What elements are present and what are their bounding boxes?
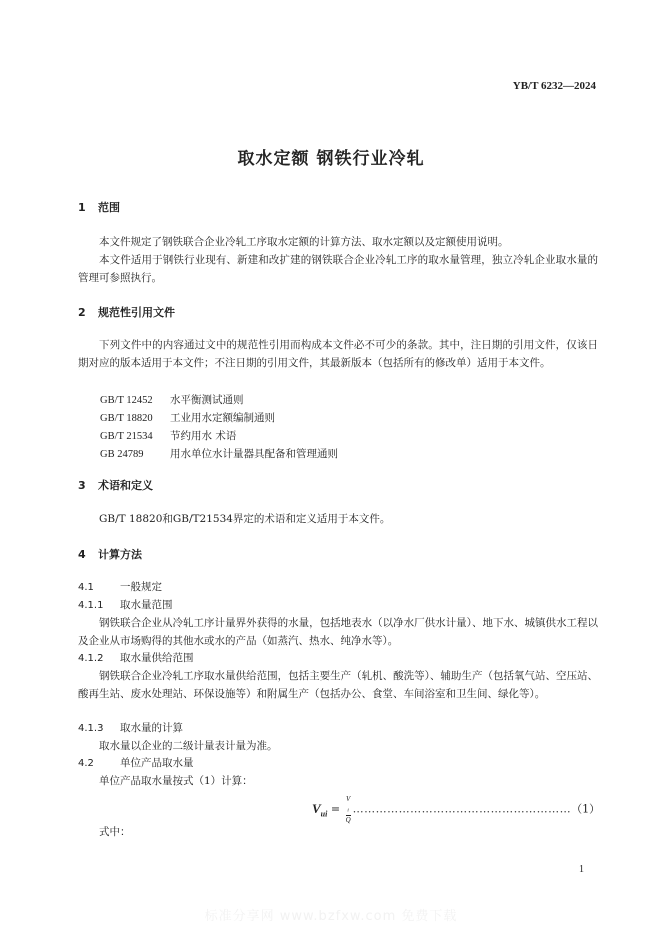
standard-number: YB/T 6232—2024 (512, 80, 596, 92)
section-1-paragraph-2: 本文件适用于钢铁行业现有、新建和改扩建的钢铁联合企业冷轧工序的取水量管理，独立冷轧企业取水量的管理可参照执行。 (78, 254, 598, 284)
reference-item (100, 410, 275, 425)
formula-fraction: V $_i$ Q (345, 795, 351, 825)
reference-item (100, 428, 236, 443)
reference-code: GB/T 21534 (100, 431, 153, 442)
subsection-4-1-2-paragraph: 钢铁联合企业冷轧工序取水量供给范围，包括主要生产（轧机、酸洗等）、辅助生产（包括氧气站、空压站、酸再生站、废水处理站、环保设施等）和附属生产（包括办公、食堂、车间浴室和卫生间、绿化等）。 (78, 670, 598, 700)
document-title: 取水定额 钢铁行业冷轧 (237, 149, 425, 169)
footer-watermark: 标准分享网 www.bzfxw.com 免费下载 (204, 909, 458, 924)
subsection-number: 4.1.1 (78, 600, 104, 611)
subsection-number: 4.1.2 (78, 653, 104, 664)
reference-code: GB/T 18820 (100, 413, 153, 424)
section-title: 计算方法 (98, 548, 142, 561)
section-number: 4 (78, 548, 86, 561)
where-label: 式中： (99, 826, 131, 838)
formula-leader-dots: ………………………………………………… (352, 802, 572, 816)
section-2-heading (78, 304, 175, 320)
formula-equals: = (330, 802, 341, 816)
section-2-paragraph: 下列文件中的内容通过文中的规范性引用而构成本文件必不可少的条款。其中，注日期的引用文件，仅该日期对应的版本适用于本文件；不注日期的引用文件，其最新版本（包括所有的修改单）适用于本文件。 (78, 339, 598, 369)
reference-code: GB 24789 (100, 449, 144, 460)
subsection-number: 4.1.3 (78, 723, 104, 734)
reference-name: 节约用水 术语 (170, 430, 237, 442)
page-number: 1 (579, 864, 584, 875)
section-3-paragraph: GB/T 18820和GB/T21534界定的术语和定义适用于本文件。 (99, 513, 391, 525)
section-1-heading (78, 199, 120, 215)
subsection-4-2-paragraph: 单位产品取水量按式（1）计算： (99, 775, 253, 787)
formula-1 (312, 795, 600, 824)
subsection-number: 4.1 (78, 582, 94, 593)
reference-name: 用水单位水计量器具配备和管理通则 (170, 448, 338, 460)
section-title: 范围 (98, 201, 120, 214)
section-title: 规范性引用文件 (98, 306, 175, 319)
section-4-heading (78, 546, 142, 562)
section-number: 3 (78, 479, 86, 492)
formula-lhs: $V_{ui}$ (312, 800, 328, 819)
section-title: 术语和定义 (98, 479, 153, 492)
subsection-4-1-3-heading (78, 720, 183, 735)
subsection-4-1-1-paragraph: 钢铁联合企业从冷轧工序计量界外获得的水量，包括地表水（以净水厂供水计量）、地下水、城镇供水工程以及企业从市场购得的其他水或水的产品（如蒸汽、热水、纯净水等）。 (78, 617, 598, 647)
subsection-4-1-3-paragraph: 取水量以企业的二级计量表计量为准。 (99, 740, 278, 752)
subsection-4-1-1-heading (78, 597, 173, 612)
subsection-4-2-heading (78, 755, 194, 770)
reference-item (100, 446, 338, 461)
section-number: 2 (78, 306, 86, 319)
subsection-4-1-heading (78, 579, 162, 594)
subsection-title: 一般规定 (120, 581, 162, 593)
reference-code: GB/T 12452 (100, 395, 153, 406)
formula-label: （1） (571, 802, 601, 816)
subsection-title: 单位产品取水量 (120, 757, 194, 769)
subsection-title: 取水量范围 (120, 599, 173, 611)
reference-name: 工业用水定额编制通则 (170, 412, 275, 424)
section-1-paragraph-1: 本文件规定了钢铁联合企业冷轧工序取水定额的计算方法、取水定额以及定额使用说明。 (99, 236, 509, 248)
subsection-number: 4.2 (78, 758, 94, 769)
section-3-heading (78, 477, 153, 493)
reference-item (100, 392, 244, 407)
subsection-4-1-2-heading (78, 650, 194, 665)
subsection-title: 取水量的计算 (120, 722, 183, 734)
subsection-title: 取水量供给范围 (120, 652, 194, 664)
reference-name: 水平衡测试通则 (170, 394, 244, 406)
section-number: 1 (78, 201, 86, 214)
